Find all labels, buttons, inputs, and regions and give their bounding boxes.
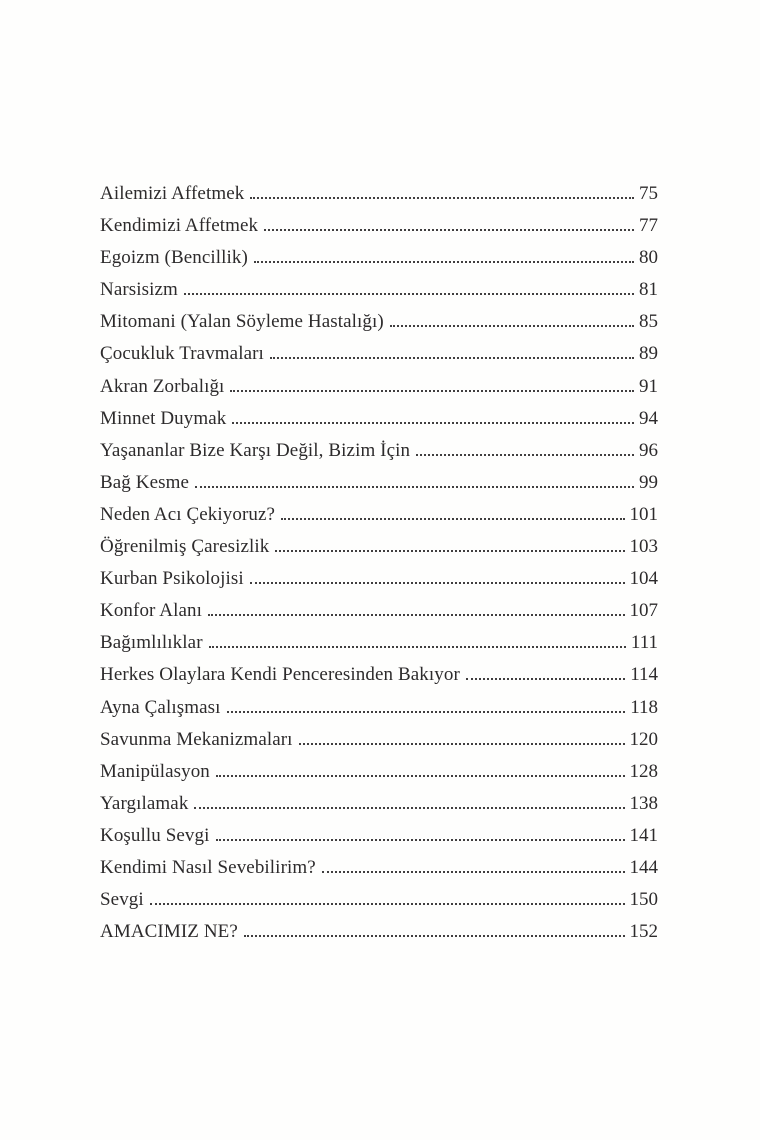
toc-entry-page-number: 103 <box>629 536 658 558</box>
toc-entry-title: Mitomani (Yalan Söyleme Hastalığı) <box>100 311 384 333</box>
toc-entry <box>100 756 658 788</box>
toc-entry <box>100 820 658 852</box>
toc-entry-page-number: 150 <box>629 889 658 911</box>
toc-entry <box>100 242 658 274</box>
dot-leader <box>250 197 634 199</box>
toc-entry-page-number: 91 <box>639 375 658 397</box>
dot-leader <box>466 678 625 680</box>
dot-leader <box>150 903 625 905</box>
toc-entry <box>100 659 658 691</box>
toc-entry <box>100 595 658 627</box>
toc-entry-page-number: 107 <box>629 600 658 622</box>
dot-leader <box>322 871 625 873</box>
toc-entry-page-number: 75 <box>639 183 658 204</box>
dot-leader <box>209 646 626 648</box>
toc-entry-page-number: 111 <box>630 632 658 654</box>
toc-entry <box>100 884 658 916</box>
toc-entry-title: Sevgi <box>100 889 144 911</box>
toc-entry-page-number: 144 <box>629 856 658 878</box>
toc-entry-title: Kurban Psikolojisi <box>100 568 244 590</box>
toc-entry-title: Egoizm (Bencillik) <box>100 247 248 269</box>
toc-entry <box>100 788 658 820</box>
toc-entry-title: Narsisizm <box>100 279 178 301</box>
toc-entry <box>100 306 658 338</box>
toc-entry-title: Minnet Duymak <box>100 407 227 429</box>
dot-leader <box>216 775 625 777</box>
toc-entry-title: Çocukluk Travmaları <box>100 343 264 365</box>
toc-entry-title: Neden Acı Çekiyoruz? <box>100 503 276 525</box>
dot-leader <box>416 454 634 456</box>
toc-entry-title: Bağ Kesme <box>100 471 190 493</box>
toc-entry-title: Konfor Alanı <box>100 600 202 622</box>
dot-leader <box>281 518 624 520</box>
dot-leader <box>270 357 634 359</box>
dot-leader <box>227 711 626 713</box>
toc-entry <box>100 531 658 563</box>
dot-leader <box>299 743 625 745</box>
toc-entry-page-number: 85 <box>639 311 658 333</box>
toc-entry <box>100 852 658 884</box>
toc-entry <box>100 627 658 659</box>
toc-entry-title: Akran Zorbalığı <box>100 375 225 397</box>
toc-entry-page-number: 128 <box>629 760 658 782</box>
dot-leader <box>275 550 624 552</box>
toc-entry-title: Manipülasyon <box>100 760 210 782</box>
toc-entry <box>100 371 658 403</box>
toc-list <box>100 178 658 948</box>
toc-entry-title: Yaşananlar Bize Karşı Değil, Bizim İçin <box>100 439 411 461</box>
dot-leader <box>244 935 625 937</box>
dot-leader <box>216 839 625 841</box>
toc-entry-title: Yargılamak <box>100 792 189 814</box>
toc-entry-title: Kendimizi Affetmek <box>100 215 259 237</box>
dot-leader <box>232 422 634 424</box>
dot-leader <box>250 582 625 584</box>
toc-entry <box>100 467 658 499</box>
toc-entry-page-number: 99 <box>639 471 658 493</box>
toc-entry-page-number: 101 <box>629 503 658 525</box>
toc-entry-page-number: 114 <box>630 664 658 686</box>
toc-entry-title: Savunma Mekanizmaları <box>100 728 293 750</box>
toc-entry-title: Herkes Olaylara Kendi Penceresinden Bakıyor <box>100 664 460 686</box>
toc-entry-page-number: 118 <box>630 696 658 718</box>
toc-entry-title: Ailemizi Affetmek <box>100 183 245 204</box>
toc-entry-page-number: 104 <box>629 568 658 590</box>
toc-entry-title: Öğrenilmiş Çaresizlik <box>100 536 270 558</box>
toc-entry <box>100 435 658 467</box>
toc-entry-page-number: 77 <box>639 215 658 237</box>
toc-entry <box>100 916 658 948</box>
toc-entry-page-number: 141 <box>629 824 658 846</box>
toc-entry-page-number: 89 <box>639 343 658 365</box>
dot-leader <box>230 390 634 392</box>
toc-entry <box>100 210 658 242</box>
toc-entry <box>100 178 658 210</box>
toc-entry <box>100 338 658 370</box>
dot-leader <box>264 229 634 231</box>
toc-entry <box>100 692 658 724</box>
toc-entry <box>100 724 658 756</box>
toc-entry-page-number: 138 <box>629 792 658 814</box>
toc-entry-title: AMACIMIZ NE? <box>100 921 238 943</box>
toc-entry-page-number: 81 <box>639 279 658 301</box>
toc-entry <box>100 563 658 595</box>
toc-entry <box>100 274 658 306</box>
toc-entry-title: Kendimi Nasıl Sevebilirim? <box>100 856 316 878</box>
toc-entry <box>100 499 658 531</box>
dot-leader <box>194 807 624 809</box>
dot-leader <box>208 614 625 616</box>
toc-entry-page-number: 94 <box>639 407 658 429</box>
dot-leader <box>195 486 634 488</box>
toc-entry-page-number: 96 <box>639 439 658 461</box>
toc-entry-title: Ayna Çalışması <box>100 696 221 718</box>
toc-entry <box>100 403 658 435</box>
dot-leader <box>390 325 634 327</box>
dot-leader <box>184 293 634 295</box>
toc-entry-title: Bağımlılıklar <box>100 632 203 654</box>
toc-entry-title: Koşullu Sevgi <box>100 824 210 846</box>
toc-entry-page-number: 80 <box>639 247 658 269</box>
toc-entry-page-number: 152 <box>629 921 658 943</box>
toc-entry-page-number: 120 <box>629 728 658 750</box>
dot-leader <box>254 261 634 263</box>
